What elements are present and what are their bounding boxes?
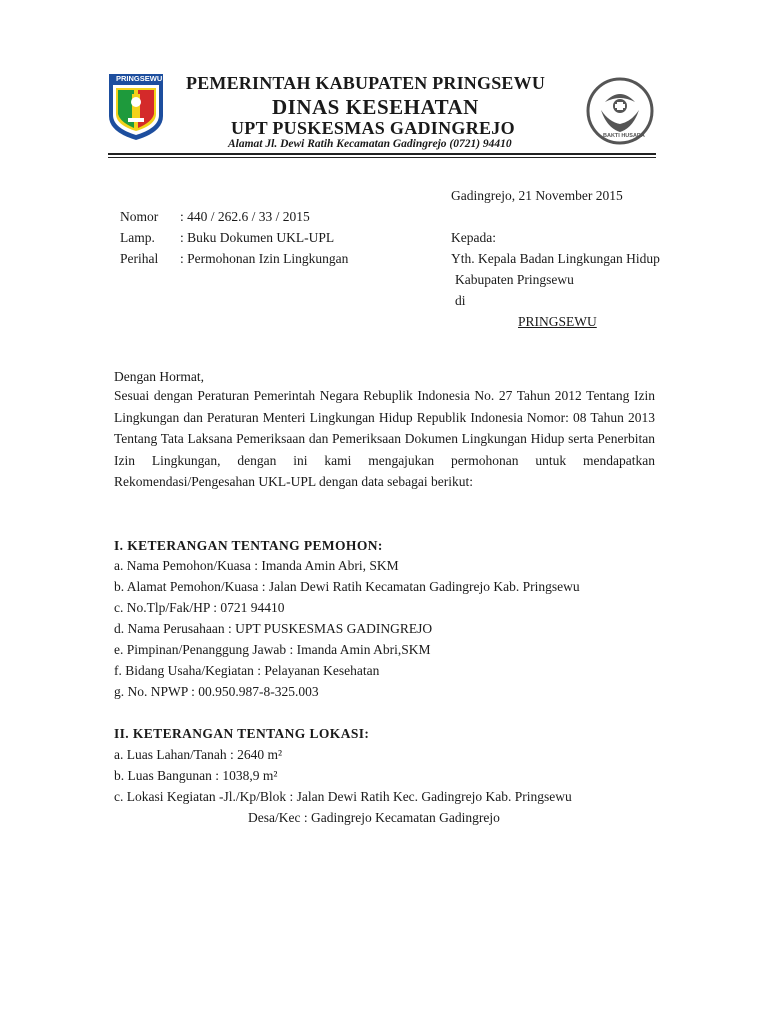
pringsewu-crest-logo [106,72,166,142]
crest-text: PRINGSEWU [116,74,163,83]
location-item: b. Luas Bangunan : 1038,9 m² [114,768,278,783]
letterhead-divider-thick [108,153,656,155]
recipient-place: PRINGSEWU [518,314,597,329]
perihal-label: Perihal [120,251,159,266]
lamp-label: Lamp. [120,230,155,245]
nomor-value: : 440 / 262.6 / 33 / 2015 [180,209,310,224]
perihal-value: : Permohonan Izin Lingkungan [180,251,349,266]
letter-date: Gadingrejo, 21 November 2015 [451,188,623,203]
applicant-item: e. Pimpinan/Penanggung Jawab : Imanda Amin Abri,SKM [114,642,431,657]
applicant-item: b. Alamat Pemohon/Kuasa : Jalan Dewi Ratih Kecamatan Gadingrejo Kab. Pringsewu [114,579,580,594]
nomor-label: Nomor [120,209,159,224]
body-paragraph: Sesuai dengan Peraturan Pemerintah Negara Rebuplik Indonesia No. 27 Tahun 2012 Tentang Izin Lingkungan dan Peraturan Menteri Lingkungan Hidup Republik Indonesia Nomor: 08 Tahun 2013 Tentang Tata Laksana Pemeriksaan dan Pemeriksaan Dokumen Lingkungan Hidup serta Penerbitan Izin Lingkungan, dengan ini kami mengajukan permohonan untuk mendapatkan Rekomendasi/Pengesahan UKL-UPL dengan data sebagai berikut: [114,388,655,490]
section-applicant-title: I. KETERANGAN TENTANG PEMOHON: [114,538,383,553]
applicant-item: d. Nama Perusahaan : UPT PUSKESMAS GADINGREJO [114,621,433,636]
location-item: a. Luas Lahan/Tanah : 2640 m² [114,747,283,762]
applicant-item: c. No.Tlp/Fak/HP : 0721 94410 [114,600,285,615]
applicant-item: g. No. NPWP : 00.950.987-8-325.003 [114,684,319,699]
recipient-di: di [455,293,466,308]
bakti-husada-logo [585,76,655,146]
location-desa: Desa/Kec : Gadingrejo Kecamatan Gadingrejo [248,810,500,825]
recipient-title: Yth. Kepala Badan Lingkungan Hidup [451,251,660,266]
kepada-label: Kepada: [451,230,496,245]
letterhead-government: PEMERINTAH KABUPATEN PRINGSEWU [186,73,546,93]
letterhead-unit: UPT PUSKESMAS GADINGREJO [231,118,515,138]
letterhead-divider-thin [108,157,656,158]
section-location-title: II. KETERANGAN TENTANG LOKASI: [114,726,370,741]
applicant-item: f. Bidang Usaha/Kegiatan : Pelayanan Kesehatan [114,663,380,678]
applicant-item: a. Nama Pemohon/Kuasa : Imanda Amin Abri, SKM [114,558,399,573]
letterhead-address: Alamat Jl. Dewi Ratih Kecamatan Gadingrejo (0721) 94410 [228,138,512,150]
location-item: c. Lokasi Kegiatan -Jl./Kp/Blok : Jalan Dewi Ratih Kec. Gadingrejo Kab. Pringsewu [114,789,572,804]
recipient-regency: Kabupaten Pringsewu [455,272,574,287]
salutation: Dengan Hormat, [114,369,204,384]
lamp-value: : Buku Dokumen UKL-UPL [180,230,335,245]
letterhead-department: DINAS KESEHATAN [272,95,479,119]
bakti-husada-text: BAKTI HUSADA [603,133,645,139]
